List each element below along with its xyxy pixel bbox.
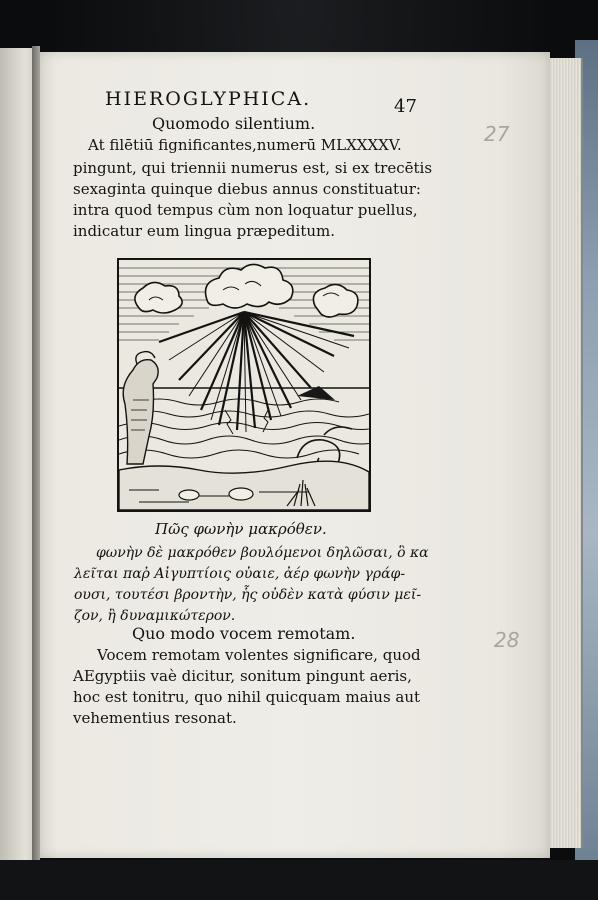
text-line: hoc est tonitru, quo nihil quicquam maius aut [73, 688, 421, 706]
greek-line: φωνὴν δὲ μακρόθεν βουλόμενοι δηλῶσαι, ὃ κα [96, 545, 429, 561]
running-head: HIEROGLYPHICA. [105, 88, 312, 110]
section-title: Quomodo silentium. [152, 114, 316, 133]
text-line: Vocem remotam volentes significare, quod [97, 646, 421, 664]
pencil-note: 28 [494, 628, 520, 652]
text-line: sexaginta quinque diebus annus constituatur: [73, 180, 421, 198]
text-line: pingunt, qui triennii numerus est, si ex trecētis [73, 159, 433, 177]
book-gutter [32, 46, 40, 872]
greek-title: Πῶς φωνὴν μακρόθεν. [155, 520, 327, 538]
page-block-edges [545, 58, 583, 848]
greek-line: ζον, ἢ δυναμικώτερον. [74, 608, 236, 624]
page-number: 47 [394, 96, 417, 117]
text-line: intra quod tempus cùm non loquatur puellus, [73, 201, 418, 219]
pencil-note: 27 [484, 122, 510, 146]
latin-section-title: Quo modo vocem remotam. [132, 624, 356, 643]
text-line: AEgyptiis vaè dicitur, sonitum pingunt aeris, [73, 667, 412, 685]
thunder-woodcut-image [119, 260, 369, 510]
scan-board [0, 860, 598, 900]
greek-line: λεῖται παῤ Αἰγυπτίοις οὐαιε, ἀέρ φωνὴν γράφ- [74, 566, 406, 582]
text-line: vehementius resonat. [73, 709, 237, 727]
greek-line: ουσι, τουτέσι βροντὴν, ἧς οὐδὲν κατὰ φύσιν μεῖ- [74, 587, 422, 603]
text-line: At filētiū fignificantes,numerū MLXXXXV. [88, 136, 402, 154]
text-line: indicatur eum lingua præpeditum. [73, 222, 336, 240]
woodcut-illustration [117, 258, 371, 512]
facing-page-edge [0, 48, 36, 868]
